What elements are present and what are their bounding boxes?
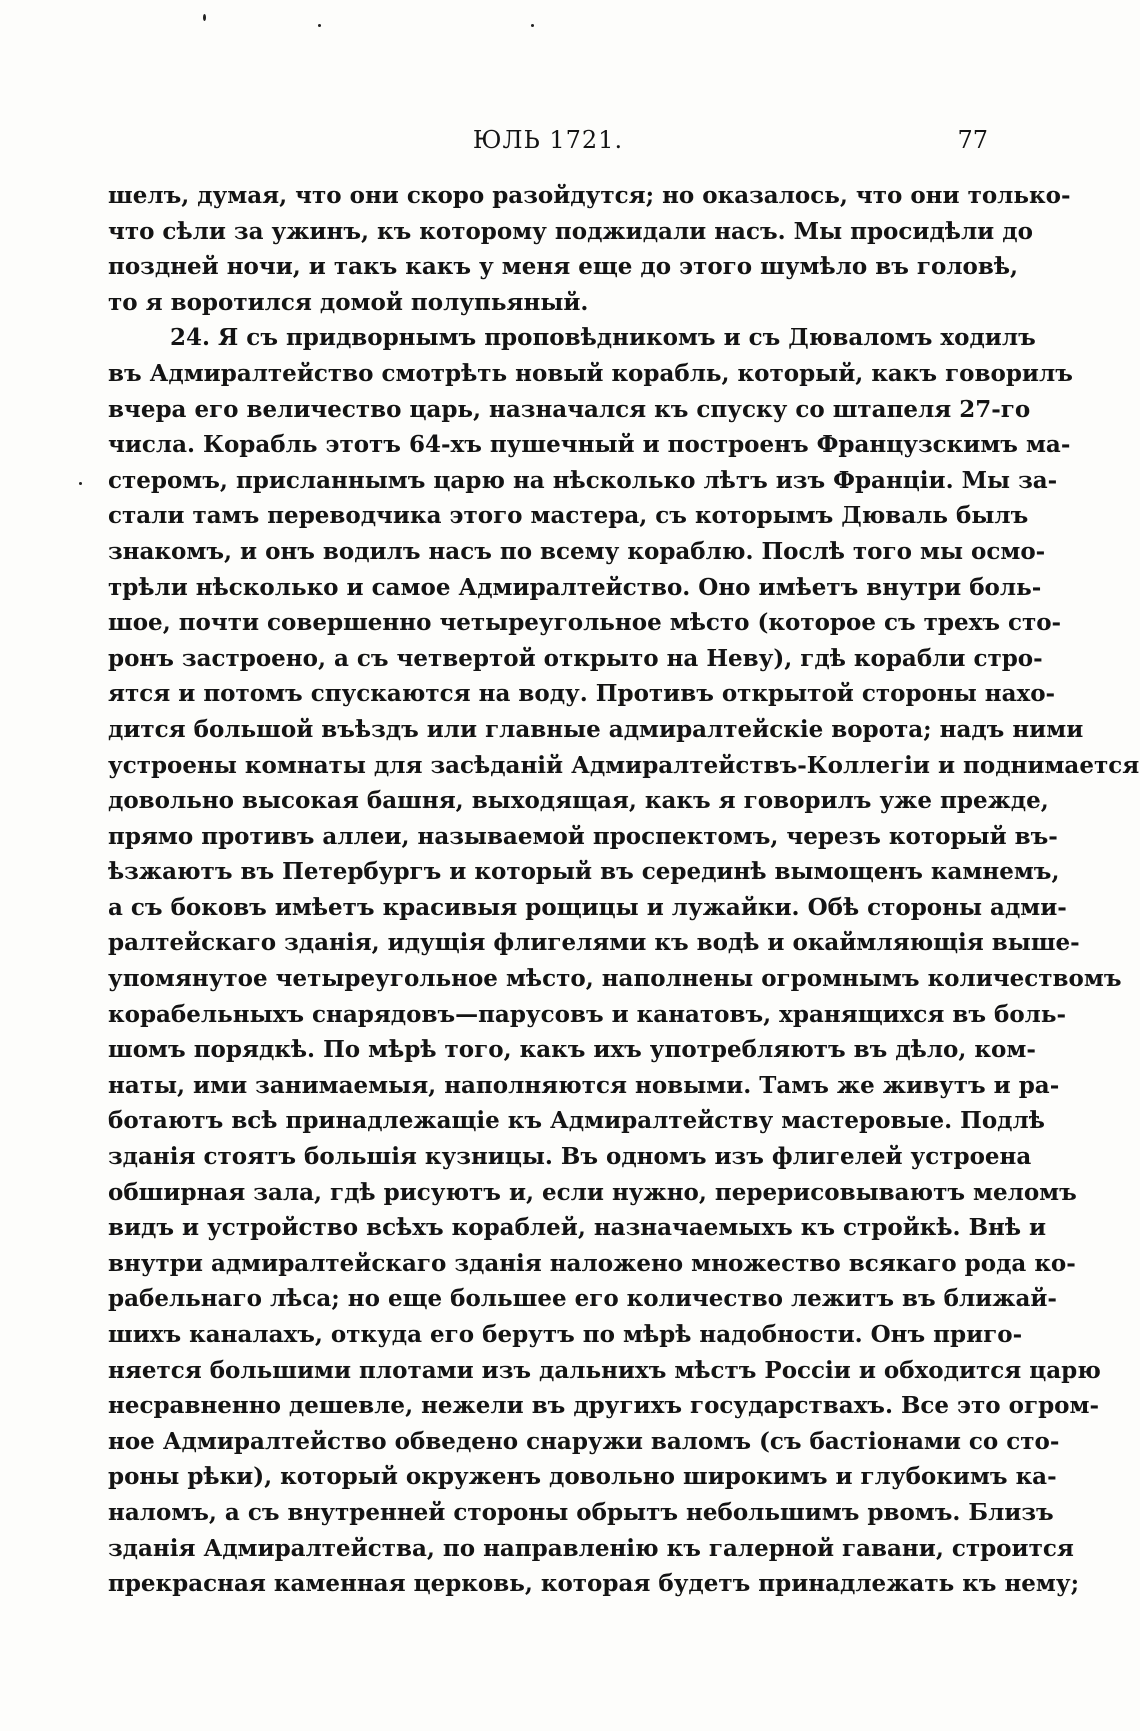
text-line: видъ и устройство всѣхъ кораблей, назначаемыхъ къ стройкѣ. Внѣ и <box>108 1214 1047 1242</box>
text-line: ралтейскаго зданія, идущія флигелями къ водѣ и окаймляющія выше- <box>108 929 1080 957</box>
text-line: наты, ими занимаемыя, наполняются новыми. Тамъ же живутъ и ра- <box>108 1071 1060 1099</box>
text-line: ѣзжаютъ въ Петербургъ и который въ серединѣ вымощенъ камнемъ, <box>108 858 1060 886</box>
text-line: шомъ порядкѣ. По мѣрѣ того, какъ ихъ употребляютъ въ дѣло, ком- <box>108 1036 1036 1064</box>
text-line: ронъ застроено, а съ четвертой открыто на Неву), гдѣ корабли стро- <box>108 644 1043 672</box>
text-line: прекрасная каменная церковь, которая будетъ принадлежать къ нему; <box>108 1570 1080 1598</box>
text-line: несравненно дешевле, нежели въ другихъ государствахъ. Все это огром- <box>108 1392 1100 1420</box>
ink-speck <box>203 14 206 21</box>
text-line: шое, почти совершенно четыреугольное мѣсто (которое съ трехъ сто- <box>108 609 1062 637</box>
page-header <box>108 126 988 166</box>
text-line: зданія Адмиралтейства, по направленію къ галерной гавани, строится <box>108 1534 1074 1562</box>
text-line: а съ боковъ имѣетъ красивыя рощицы и лужайки. Обѣ стороны адми- <box>108 893 1067 921</box>
text-line: шелъ, думая, что они скоро разойдутся; но оказалось, что они только- <box>108 182 1071 209</box>
text-line: стали тамъ переводчика этого мастера, съ которымъ Дюваль былъ <box>108 502 1029 530</box>
text-line: няется большими плотами изъ дальнихъ мѣстъ Россіи и обходится царю <box>108 1356 1101 1384</box>
text-line: что сѣли за ужинъ, къ которому поджидали насъ. Мы просидѣли до <box>108 217 1033 245</box>
ink-speck <box>318 24 321 27</box>
text-line: ятся и потомъ спускаются на воду. Противъ открытой стороны нахо- <box>108 680 1056 708</box>
text-line: поздней ночи, и такъ какъ у меня еще до этого шумѣло въ головѣ, <box>108 253 1019 281</box>
running-head: ЮЛЬ 1721. <box>472 126 624 154</box>
text-line: то я воротился домой полупьяный. <box>108 288 589 316</box>
body-text <box>108 178 1140 1602</box>
text-line: рабельнаго лѣса; но еще большее его количество лежитъ въ ближай- <box>108 1285 1057 1313</box>
text-line: шихъ каналахъ, откуда его берутъ по мѣрѣ надобности. Онъ приго- <box>108 1321 1023 1348</box>
ink-speck <box>531 24 534 27</box>
ink-speck <box>79 482 82 485</box>
text-line: довольно высокая башня, выходящая, какъ я говорилъ уже прежде, <box>108 787 1049 815</box>
text-line: прямо противъ аллеи, называемой проспектомъ, черезъ который въ- <box>108 822 1058 850</box>
page-number: 77 <box>957 126 988 154</box>
text-line: корабельныхъ снарядовъ—парусовъ и канатовъ, хранящихся въ боль- <box>108 1000 1067 1028</box>
text-line: вчера его величество царь, назначался къ спуску со штапеля 27-го <box>108 395 1031 423</box>
text-line: дится большой въѣздъ или главные адмиралтейскіе ворота; надъ ними <box>108 715 1084 743</box>
text-line: наломъ, а съ внутренней стороны обрытъ небольшимъ рвомъ. Близъ <box>108 1498 1054 1526</box>
text-line: упомянутое четыреугольное мѣсто, наполнены огромнымъ количествомъ <box>108 965 1122 993</box>
text-line: ботаютъ всѣ принадлежащіе къ Адмиралтейству мастеровые. Подлѣ <box>108 1107 1045 1135</box>
text-line: трѣли нѣсколько и самое Адмиралтейство. Оно имѣетъ внутри боль- <box>108 573 1042 601</box>
text-line: зданія стоятъ большія кузницы. Въ одномъ изъ флигелей устроена <box>108 1143 1032 1171</box>
text-line: внутри адмиралтейскаго зданія наложено множество всякаго рода ко- <box>108 1249 1076 1277</box>
text-line: обширная зала, гдѣ рисуютъ и, если нужно, перерисовываютъ меломъ <box>108 1178 1077 1206</box>
text-line: роны рѣки), который окруженъ довольно широкимъ и глубокимъ ка- <box>108 1463 1057 1491</box>
text-line: ное Адмиралтейство обведено снаружи валомъ (съ бастіонами со сто- <box>108 1427 1060 1455</box>
text-line: въ Адмиралтейство смотрѣть новый корабль, который, какъ говорилъ <box>108 359 1073 387</box>
text-line: числа. Корабль этотъ 64-хъ пушечный и построенъ Французскимъ ма- <box>108 431 1071 459</box>
text-line: знакомъ, и онъ водилъ насъ по всему кораблю. Послѣ того мы осмо- <box>108 537 1046 565</box>
text-line: стеромъ, присланнымъ царю на нѣсколько лѣтъ изъ Франціи. Мы за- <box>108 466 1058 494</box>
text-line: устроены комнаты для засѣданій Адмиралтействъ-Коллегіи и поднимается <box>108 751 1140 779</box>
text-line: 24. Я съ придворнымъ проповѣдникомъ и съ Дюваломъ ходилъ <box>170 324 1036 352</box>
